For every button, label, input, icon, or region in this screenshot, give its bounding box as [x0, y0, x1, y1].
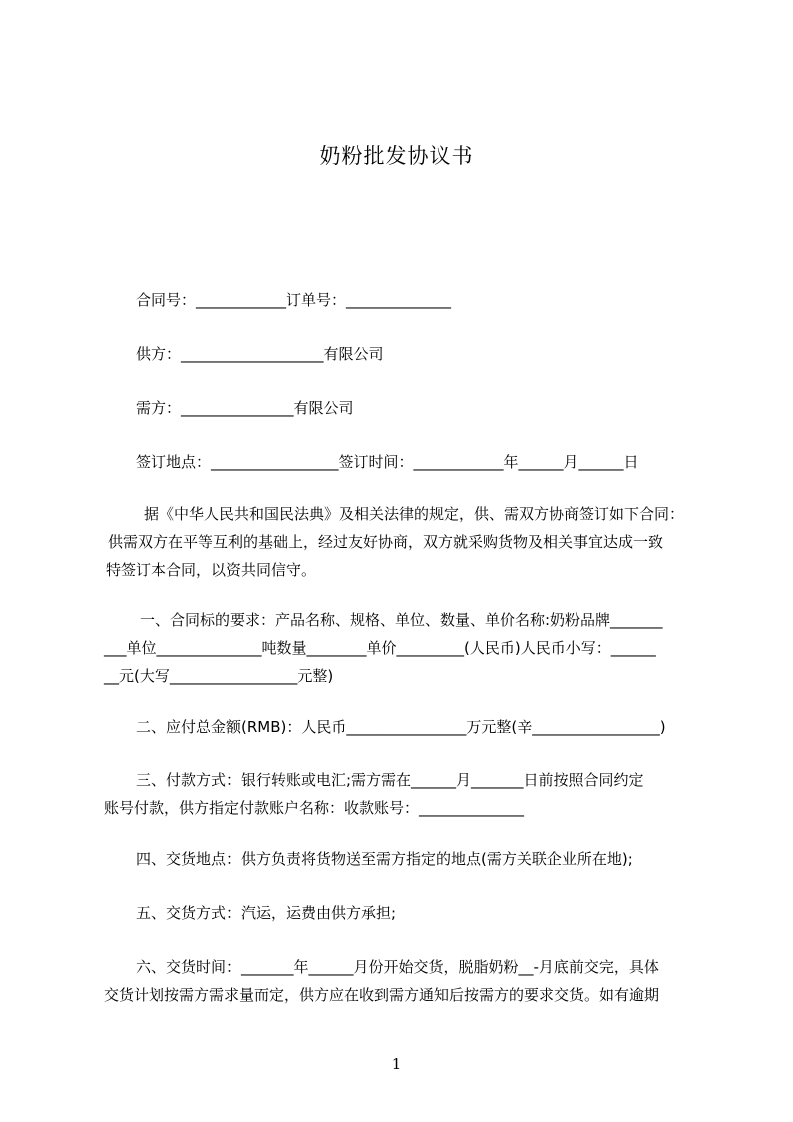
preamble-line-2: 供需双方在平等互利的基础上，经过友好协商，双方就采购货物及相关事宜达成一致	[108, 533, 664, 551]
clause-5-line-1: 五、交货方式：汽运，运费由供方承担;	[136, 904, 397, 922]
supplier-line: 供方：___________________有限公司	[136, 345, 384, 363]
clause-2-line-1: 二、应付总金额(RMB)：人民币________________万元整(辛_________________)	[136, 718, 666, 736]
signing-place-time-line: 签订地点：_________________签订时间：____________年______月______日	[136, 453, 639, 471]
buyer-line: 需方：_______________有限公司	[136, 399, 354, 417]
clause-6-line-1: 六、交货时间：_______年______月份开始交货，脱脂奶粉__-月底前交完，具体	[136, 958, 659, 976]
clause-1-line-3: __元(大写_________________元整)	[104, 667, 334, 685]
clause-1-line-2: ___单位______________吨数量________单价_________(人民币)人民币小写：______	[104, 639, 656, 657]
clause-1-line-1: 一、合同标的要求：产品名称、规格、单位、数量、单价名称:奶粉品牌_______	[140, 611, 663, 629]
clause-6-line-2: 交货计划按需方需求量而定，供方应在收到需方通知后按需方的要求交货。如有逾期	[104, 986, 660, 1004]
contract-order-number-line: 合同号：____________订单号：______________	[136, 291, 452, 309]
page-number: 1	[391, 1055, 402, 1073]
document-title: 奶粉批发协议书	[319, 144, 474, 168]
clause-3-line-2: 账号付款，供方指定付款账户名称：收款账号：______________	[104, 799, 525, 817]
preamble-line-1: 据《中华人民共和国民法典》及相关法律的规定，供、需双方协商签订如下合同：	[144, 505, 685, 523]
clause-4-line-1: 四、交货地点：供方负责将货物送至需方指定的地点(需方关联企业所在地);	[136, 850, 633, 868]
clause-3-line-1: 三、付款方式：银行转账或电汇;需方需在______月_______日前按照合同约定	[136, 771, 644, 789]
preamble-line-3: 特签订本合同，以资共同信守。	[106, 561, 317, 579]
